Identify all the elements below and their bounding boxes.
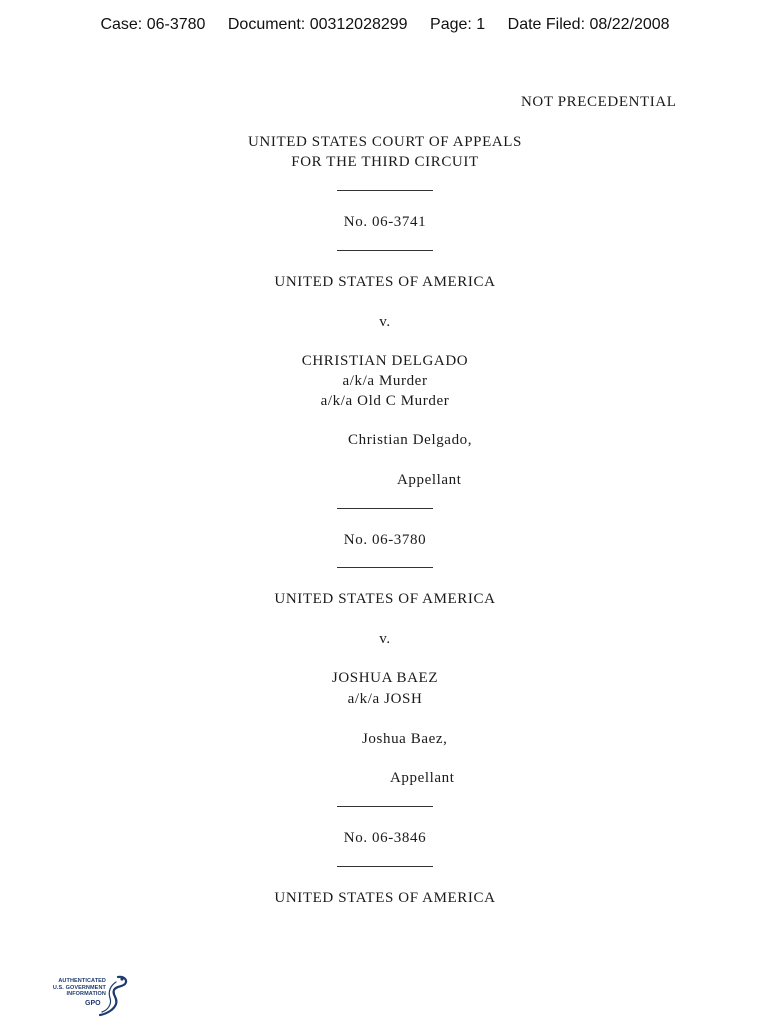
defendant-alias: a/k/a JOSH [347,691,423,707]
defendant-name: CHRISTIAN DELGADO [301,353,469,369]
date-filed: Date Filed: 08/22/2008 [507,16,670,33]
appellant-party-name: Joshua Baez, [362,731,448,747]
docket-number: No. 06-3846 [343,830,427,846]
eagle-icon [96,974,130,1018]
plaintiff-name: UNITED STATES OF AMERICA [274,890,496,906]
precedential-status: NOT PRECEDENTIAL [521,94,677,110]
plaintiff-name: UNITED STATES OF AMERICA [274,591,496,607]
divider-rule [337,250,433,251]
seal-text: AUTHENTICATED U.S. GOVERNMENT INFORMATION [52,978,106,997]
versus: v. [379,631,391,647]
divider-rule [337,806,433,807]
divider-rule [337,866,433,867]
court-name-line-2: FOR THE THIRD CIRCUIT [291,154,479,170]
seal-agency: GPO [85,1000,101,1007]
document-number: Document: 00312028299 [227,16,408,33]
docket-number: No. 06-3741 [343,214,427,230]
divider-rule [337,190,433,191]
appellant-role: Appellant [397,472,462,488]
case-number: Case: 06-3780 [100,16,206,33]
defendant-alias: a/k/a Murder [342,373,428,389]
defendant-name: JOSHUA BAEZ [331,670,439,686]
versus: v. [379,314,391,330]
gpo-authentication-seal [44,974,130,1018]
plaintiff-name: UNITED STATES OF AMERICA [274,274,496,290]
filing-header [0,16,770,34]
court-name-line-1: UNITED STATES COURT OF APPEALS [248,134,522,150]
divider-rule [337,508,433,509]
divider-rule [337,567,433,568]
appellant-role: Appellant [390,770,455,786]
docket-number: No. 06-3780 [343,532,427,548]
defendant-alias: a/k/a Old C Murder [320,393,450,409]
appellant-party-name: Christian Delgado, [348,432,473,448]
page-number: Page: 1 [430,16,486,33]
